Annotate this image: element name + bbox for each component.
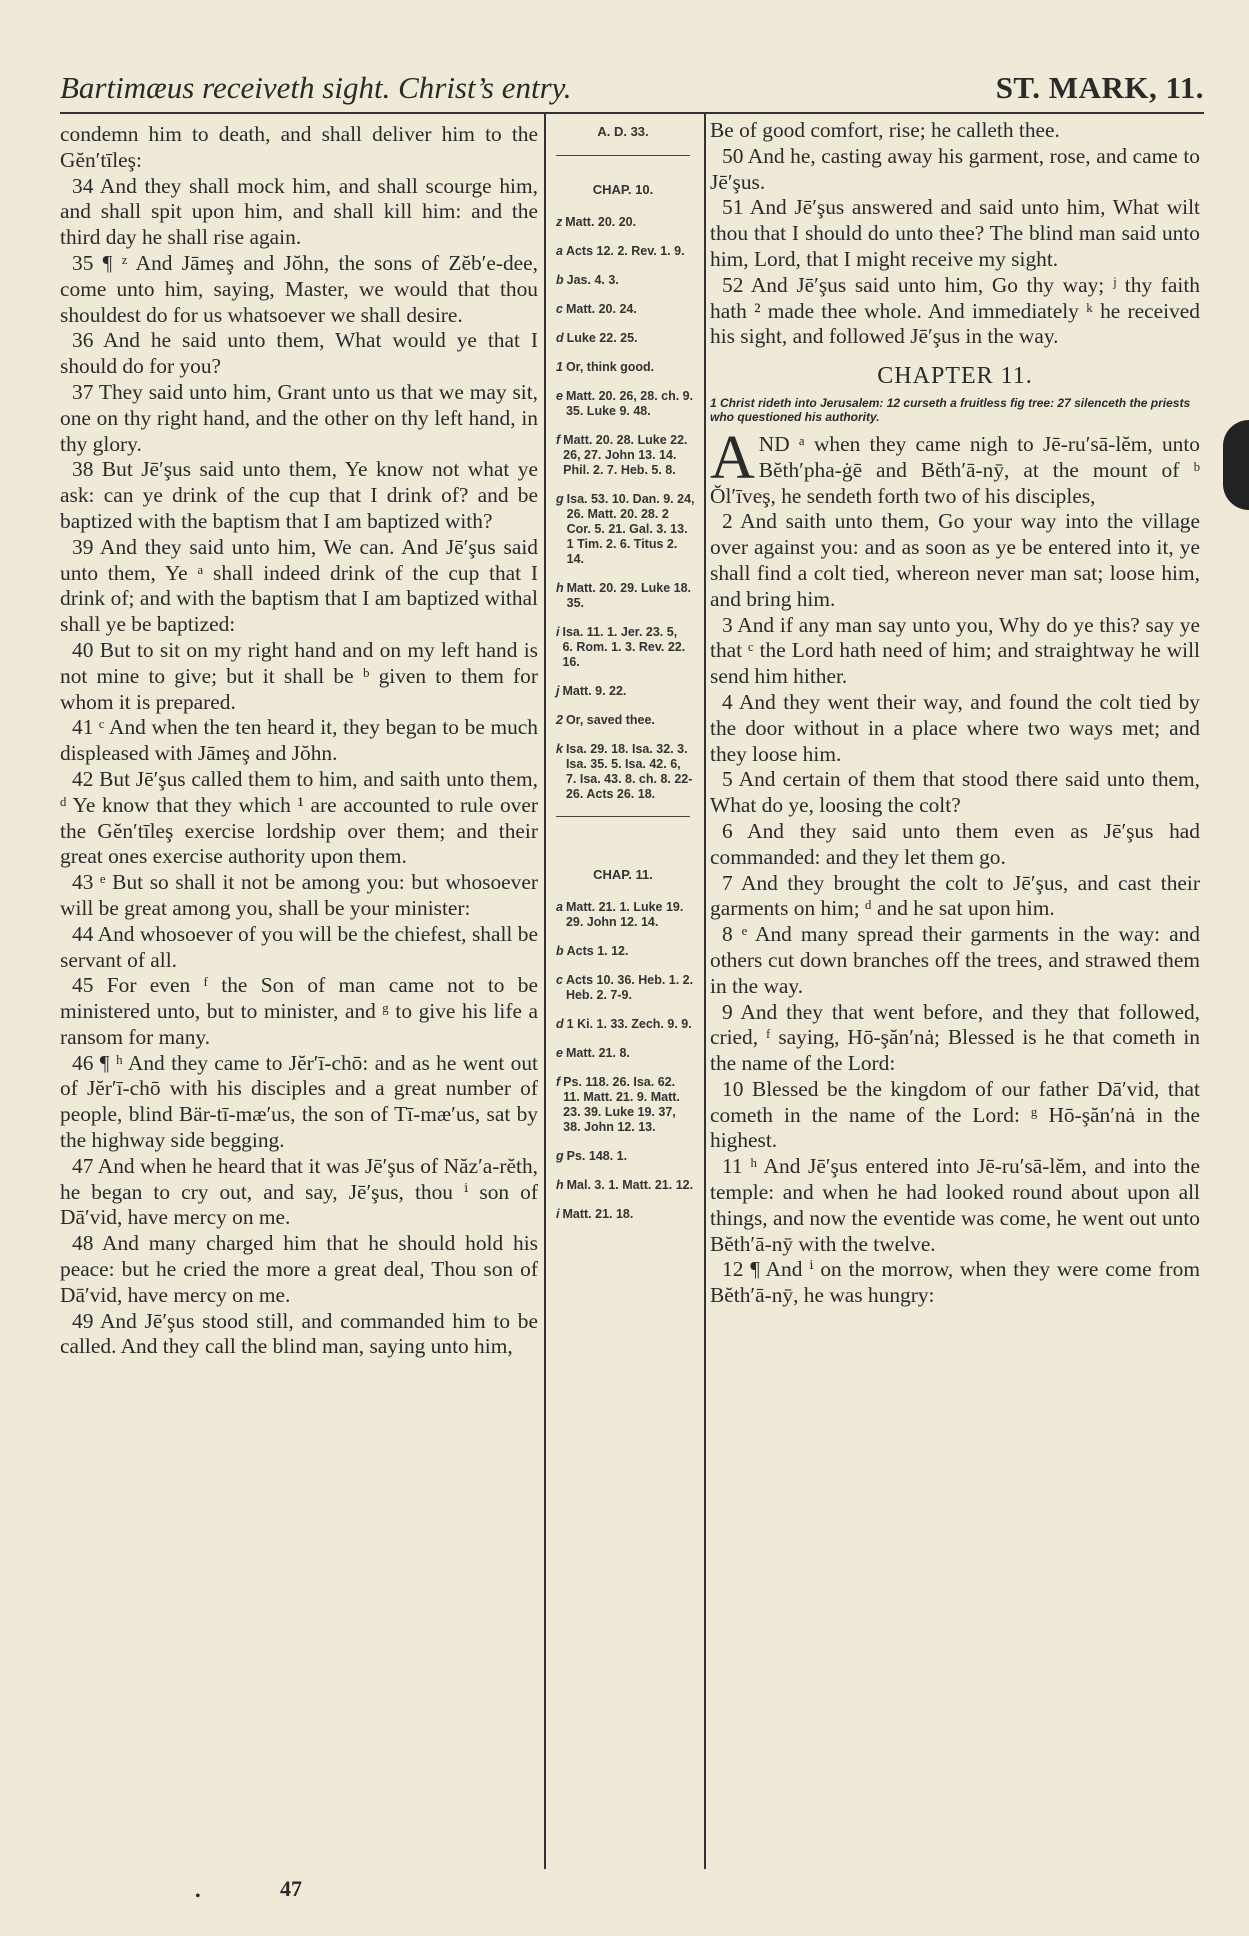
verse-paragraph: 37 They said unto him, Grant unto us that we may sit, one on thy right hand, and the other on thy left hand, in thy glory. <box>60 379 538 456</box>
reference-text: Acts 12. 2. Rev. 1. 9. <box>565 244 685 258</box>
header-rule <box>60 112 1204 114</box>
chapter-title: CHAPTER 11. <box>877 363 1033 390</box>
reference-marker: j <box>556 684 560 698</box>
reference-marker: i <box>556 625 560 639</box>
cross-reference <box>556 1075 698 1135</box>
reference-text: Acts 1. 12. <box>566 944 629 958</box>
chapter-10-references <box>548 215 698 802</box>
reference-marker: h <box>556 1178 564 1192</box>
verse-paragraph: Be of good comfort, rise; he calleth thee. <box>710 118 1060 142</box>
verse-paragraph: 34 And they shall mock him, and shall scourge him, and shall spit upon him, and shall kill him: and the third day he shall rise again. <box>60 173 538 250</box>
reference-marker: a <box>556 900 563 914</box>
reference-rule-2 <box>556 816 690 817</box>
cross-reference <box>556 302 698 317</box>
chapter-11-references <box>548 900 698 1222</box>
reference-marker: e <box>556 389 563 403</box>
cross-reference <box>556 1046 698 1061</box>
cross-reference <box>556 973 698 1003</box>
chapter-10-refs-heading: CHAP. 10. <box>592 182 654 197</box>
reference-text: Ps. 148. 1. <box>566 1149 628 1163</box>
chapter-10-ending <box>710 118 1200 350</box>
cross-reference <box>556 273 698 288</box>
reference-text: Isa. 29. 18. Isa. 32. 3. Isa. 35. 5. Isa. 42. 6, 7. Isa. 43. 8. ch. 8. 22-26. Acts 26. 18. <box>565 742 693 801</box>
cross-reference <box>556 1017 698 1032</box>
reference-marker: g <box>556 492 564 506</box>
verse-paragraph: 43 ᵉ But so shall it not be among you: but whosoever will be great among you, shall be your minister: <box>60 870 538 920</box>
verse-paragraph: 9 And they that went before, and they that followed, cried, ᶠ saying, Hō-şăn′nȧ; Blessed is he that cometh in the name of the Lord: <box>710 999 1200 1076</box>
cross-reference <box>556 244 698 259</box>
verse-paragraph: 47 And when he heard that it was Jē′şus of Năz′a-rĕth, he began to cry out, and say, Jē′şus, thou ⁱ son of Dā′vid, have mercy on me. <box>60 1153 538 1230</box>
verse-paragraph: 2 And saith unto them, Go your way into the village over against you: and as soon as ye be entered into it, ye shall find a colt tied, whereon never man sat; loose him, and bring him. <box>710 509 1200 611</box>
reference-text: 1 Ki. 1. 33. Zech. 9. 9. <box>566 1017 692 1031</box>
verse-paragraph: 7 And they brought the colt to Jē′şus, and cast their garments on him; ᵈ and he sat upon him. <box>710 870 1200 921</box>
chapter-11-verses <box>710 509 1200 1309</box>
verse-paragraph: 5 And certain of them that stood there said unto them, What do ye, loosing the colt? <box>710 767 1200 818</box>
verse-paragraph: 36 And he said unto them, What would ye that I should do for you? <box>60 328 538 379</box>
reference-text: Matt. 20. 24. <box>565 302 637 316</box>
left-text-column <box>60 122 538 1360</box>
reference-text: Acts 10. 36. Heb. 1. 2. Heb. 2. 7-9. <box>565 973 694 1002</box>
cross-reference <box>556 1149 698 1164</box>
reference-marker: c <box>556 973 563 987</box>
reference-text: Matt. 20. 29. Luke 18. 35. <box>566 581 691 610</box>
verse-paragraph: 51 And Jē′şus answered and said unto him, What wilt thou that I should do unto thee? The blind man said unto him, Lord, that I might receive my sight. <box>710 195 1200 271</box>
cross-reference <box>556 742 698 802</box>
reference-marker: h <box>556 581 564 595</box>
right-text-column <box>710 118 1200 1309</box>
verse-paragraph: 35 ¶ ᶻ And Jāmeş and Jŏhn, the sons of Zĕb′e-dee, come unto him, saying, Master, we would that thou shouldest do for us whatsoever we shall desire. <box>60 250 538 327</box>
reference-text: Matt. 20. 26, 28. ch. 9. 35. Luke 9. 48. <box>565 389 694 418</box>
verse-paragraph: 48 And many charged him that he should hold his peace: but he cried the more a great deal, Thou son of Dā′vid, have mercy on me. <box>60 1231 538 1307</box>
reference-marker: k <box>556 742 563 756</box>
reference-rule <box>556 155 690 156</box>
reference-marker: z <box>556 215 563 229</box>
cross-reference <box>556 492 698 567</box>
verse-paragraph: 50 And he, casting away his garment, rose, and came to Jē′şus. <box>710 143 1200 194</box>
verse-paragraph: 39 And they said unto him, We can. And Jē′şus said unto them, Ye ᵃ shall indeed drink of the cup that I drink of; and with the baptism that I am baptized withal shall ye be baptized: <box>60 534 538 637</box>
verse-paragraph: 6 And they said unto them even as Jē′şus had commanded: and they let them go. <box>710 818 1200 869</box>
verse-paragraph: 4 And they went their way, and found the colt tied by the door without in a place where two ways met; and they loose him. <box>710 689 1200 766</box>
chapter-11-refs-heading: CHAP. 11. <box>593 867 653 882</box>
verse-paragraph: 12 ¶ And ⁱ on the morrow, when they were come from Bĕth′ā-nȳ, he was hungry: <box>710 1257 1200 1308</box>
reference-marker: b <box>556 273 564 287</box>
cross-reference <box>556 215 698 230</box>
cross-reference <box>556 900 698 930</box>
reference-marker: 1 <box>556 360 563 374</box>
reference-text: Isa. 11. 1. Jer. 23. 5, 6. Rom. 1. 3. Rev. 22. 16. <box>562 625 686 669</box>
verse-paragraph: condemn him to death, and shall deliver him to the Gĕn′tīleş: <box>60 122 538 172</box>
reference-text: Matt. 20. 20. <box>565 215 637 229</box>
verse-paragraph: 3 And if any man say unto you, Why do ye this? say ye that ᶜ the Lord hath need of him; and straightway he will send him hither. <box>710 612 1200 689</box>
verse-paragraph: 40 But to sit on my right hand and on my left hand is not mine to give; but it shall be ᵇ given to them for whom it is prepared. <box>60 637 538 714</box>
reference-text: Ps. 118. 26. Isa. 62. 11. Matt. 21. 9. Matt. 23. 39. Luke 19. 37, 38. John 12. 13. <box>563 1075 680 1134</box>
column-divider-right <box>704 114 706 1869</box>
reference-marker: i <box>556 1207 560 1221</box>
cross-reference <box>556 1207 698 1222</box>
verse-paragraph: 42 But Jē′şus called them to him, and saith unto them, ᵈ Ye know that they which ¹ are accounted to rule over the Gĕn′tīleş exercise lordship over them; and their great ones exercise authority upon them. <box>60 766 538 869</box>
verse-paragraph: 11 ʰ And Jē′şus entered into Jē-ru′sā-lĕm, and into the temple: and when he had looked round about upon all things, and now the eventide was come, he went out unto Bĕth′ā-nȳ with the twelve. <box>710 1154 1200 1256</box>
reference-marker: c <box>556 302 563 316</box>
year-label: A. D. 33. <box>597 124 649 139</box>
cross-reference <box>556 684 698 699</box>
first-verse-text: ND ᵃ when they came nigh to Jē-ru′sā-lĕm, unto Bĕth′pha-ġē and Bĕth′ā-nȳ, at the mount of ᵇ Ŏl′īveş, he sendeth forth two of his disciples, <box>710 431 1200 508</box>
verse-paragraph: 46 ¶ ʰ And they came to Jĕr′ī-chō: and as he went out of Jĕr′ī-chō with his disciples and a great number of people, blind Bär-tī-mæ′us, the son of Tī-mæ′us, sat by the highway side begging. <box>60 1050 538 1153</box>
reference-text: Or, think good. <box>565 360 655 374</box>
reference-marker: d <box>556 1017 564 1031</box>
cross-reference <box>556 944 698 959</box>
cross-reference <box>556 581 698 611</box>
verse-paragraph: 41 ᶜ And when the ten heard it, they began to be much displeased with Jāmeş and Jŏhn. <box>60 715 538 766</box>
cross-reference <box>556 1178 698 1193</box>
cross-reference <box>556 433 698 478</box>
chapter-first-verse <box>710 423 1200 509</box>
verse-paragraph: 38 But Jē′şus said unto them, Ye know not what ye ask: can ye drink of the cup that I drink of? and be baptized with the baptism that I am baptized with? <box>60 457 538 533</box>
cross-reference <box>556 331 698 346</box>
cross-reference <box>556 360 698 375</box>
column-divider-left <box>544 114 546 1869</box>
header-book-chapter: ST. MARK, 11. <box>995 70 1204 105</box>
reference-text: Jas. 4. 3. <box>566 273 619 287</box>
verse-paragraph: 44 And whosoever of you will be the chiefest, shall be servant of all. <box>60 921 538 972</box>
verse-paragraph: 45 For even ᶠ the Son of man came not to be ministered unto, but to minister, and ᵍ to give his life a ransom for many. <box>60 973 538 1049</box>
reference-marker: g <box>556 1149 564 1163</box>
reference-marker: a <box>556 244 563 258</box>
reference-column <box>548 118 698 1236</box>
verse-paragraph: 49 And Jē′şus stood still, and commanded him to be called. And they call the blind man, saying unto him, <box>60 1308 538 1359</box>
reference-text: Mal. 3. 1. Matt. 21. 12. <box>566 1178 694 1192</box>
page-number: 47 <box>280 1876 302 1901</box>
chapter-summary: 1 Christ rideth into Jerusalem: 12 curseth a fruitless fig tree: 27 silenceth the priests who questioned his authority. <box>710 395 1191 424</box>
reference-marker: b <box>556 944 564 958</box>
reference-text: Isa. 53. 10. Dan. 9. 24, 26. Matt. 20. 28. 2 Cor. 5. 21. Gal. 3. 13. 1 Tim. 2. 6. Titus 2. 14. <box>566 492 695 566</box>
reference-marker: f <box>556 1075 561 1089</box>
header-left-title: Bartimæus receiveth sight. Christ’s entry. <box>60 70 572 105</box>
verse-paragraph: 10 Blessed be the kingdom of our father Dā′vid, that cometh in the name of the Lord: ᵍ Hō-şăn′nȧ in the highest. <box>710 1076 1200 1153</box>
cross-reference <box>556 713 698 728</box>
cross-reference <box>556 389 698 419</box>
verse-paragraph: 52 And Jē′şus said unto him, Go thy way; ʲ thy faith hath ² made thee whole. And immediately ᵏ he received his sight, and followed Jē′şus in the way. <box>710 272 1200 349</box>
cross-reference <box>556 625 698 670</box>
running-header <box>60 70 1204 110</box>
reference-marker: f <box>556 433 561 447</box>
reference-text: Luke 22. 25. <box>566 331 638 345</box>
reference-text: Or, saved thee. <box>565 713 655 727</box>
reference-text: Matt. 21. 18. <box>562 1207 634 1221</box>
verse-paragraph: 8 ᵉ And many spread their garments in the way: and others cut down branches off the trees, and strawed them in the way. <box>710 922 1200 998</box>
reference-text: Matt. 9. 22. <box>562 684 627 698</box>
reference-marker: e <box>556 1046 563 1060</box>
drop-cap: A <box>710 423 755 492</box>
reference-marker: d <box>556 331 564 345</box>
thumb-index-tab <box>1223 420 1249 510</box>
reference-text: Matt. 21. 8. <box>565 1046 630 1060</box>
page-dot: • <box>195 1888 201 1905</box>
reference-text: Matt. 20. 28. Luke 22. 26, 27. John 13. 14. Phil. 2. 7. Heb. 5. 8. <box>563 433 688 477</box>
reference-text: Matt. 21. 1. Luke 19. 29. John 12. 14. <box>565 900 684 929</box>
reference-marker: 2 <box>556 713 563 727</box>
